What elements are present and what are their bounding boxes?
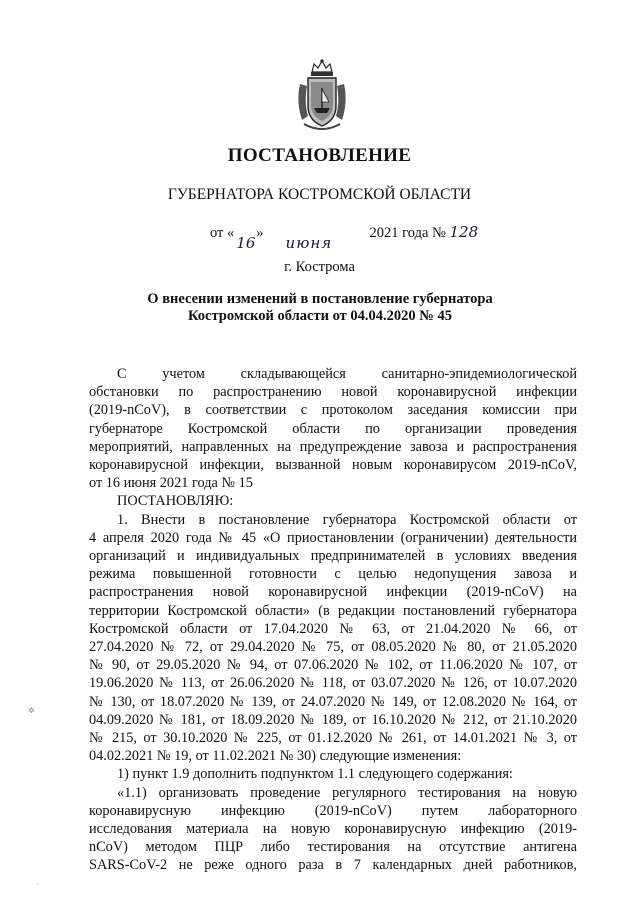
- item1-line: 1. Внести в постановление губернатора Костромской области от: [117, 511, 577, 528]
- preamble-line: обстановки по распространению новой коронавирусной инфекции: [89, 384, 577, 401]
- item1-line: 4 апреля 2020 года № 45 «О приостановлении (ограничении) деятельности: [89, 529, 577, 546]
- handwritten-month: июня: [285, 234, 333, 252]
- handwritten-day: 16: [236, 234, 256, 252]
- date-prefix: от «: [210, 225, 235, 241]
- item1-line: 04.09.2020 № 181, от 18.09.2020 № 189, от 16.10.2020 № 212, от 21.10.2020: [89, 711, 577, 728]
- subitem-line: 1) пункт 1.9 дополнить подпунктом 1.1 следующего содержания:: [117, 766, 513, 783]
- document-body: [89, 365, 577, 875]
- decree-word: ПОСТАНОВЛЯЮ:: [117, 493, 234, 510]
- quote-line: коронавирусную инфекцию (2019-nCoV) путем лабораторного: [89, 802, 577, 819]
- date-line: [210, 223, 479, 252]
- date-suffix: »: [256, 225, 264, 241]
- document-heading: [120, 291, 520, 325]
- item1-line: распространения новой коронавирусной инфекции (2019-nCoV) на: [89, 584, 577, 601]
- item1-line: 04.02.2021 № 19, от 11.02.2021 № 30) следующие изменения:: [89, 748, 462, 765]
- quote-line: исследования материала на новую коронавирусную инфекцию (2019-: [89, 821, 577, 838]
- preamble-line: (2019-nCoV), в соответствии с протоколом заседания комиссии при: [89, 402, 577, 419]
- preamble-line: губернаторе Костромской области по организации проведения: [89, 420, 577, 437]
- city-line: г. Кострома: [284, 259, 355, 275]
- preamble-line: от 16 июня 2021 года № 15: [89, 475, 253, 492]
- item1-line: организаций и индивидуальных предпринимателей в условиях введения: [89, 548, 577, 565]
- handwritten-number: 128: [449, 223, 479, 241]
- heading-line: Костромской области от 04.04.2020 № 45: [188, 308, 452, 324]
- document-title: ПОСТАНОВЛЕНИЕ: [227, 145, 412, 166]
- scan-speck: ·: [36, 880, 39, 889]
- coat-of-arms-icon: [294, 58, 350, 134]
- item1-line: 27.04.2020 № 72, от 29.04.2020 № 75, от 08.05.2020 № 80, от 21.05.2020: [89, 639, 577, 656]
- item1-line: № 130, от 18.07.2020 № 139, от 24.07.2020 № 149, от 12.08.2020 № 164, от: [89, 693, 577, 710]
- preamble-line: мероприятий, направленных на предупреждение завоза и распространения: [89, 438, 577, 455]
- quote-line: nCoV) методом ПЦР либо тестирования на отсутствие антигена: [89, 839, 577, 856]
- preamble-line: С учетом складывающейся санитарно-эпидемиологической: [117, 366, 577, 382]
- preamble-line: коронавирусной инфекции, вызванной новым коронавирусом 2019-nCoV,: [89, 457, 577, 474]
- item1-line: режима повышенной готовности с целью недопущения завоза и: [89, 566, 577, 583]
- heading-line: О внесении изменений в постановление губернатора: [147, 291, 493, 307]
- item1-line: № 90, от 29.05.2020 № 94, от 07.06.2020 № 102, от 11.06.2020 № 107, от: [89, 657, 577, 674]
- scan-speck: ✲: [28, 706, 35, 715]
- item1-line: Костромской области от 17.04.2020 № 63, от 21.04.2020 № 66, от: [89, 620, 577, 637]
- quote-line: «1.1) организовать проведение регулярного тестирования на новую: [117, 784, 577, 801]
- item1-line: 19.06.2020 № 113, от 26.06.2020 № 118, от 03.07.2020 № 126, от 10.07.2020: [89, 675, 577, 692]
- item1-line: территории Костромской области» (в редакции постановлений губернатора: [89, 602, 577, 619]
- document-subtitle: ГУБЕРНАТОРА КОСТРОМСКОЙ ОБЛАСТИ: [167, 186, 472, 203]
- quote-line: SARS-CoV-2 не реже одного раза в 7 календарных дней работников,: [89, 857, 577, 874]
- item1-line: № 215, от 30.10.2020 № 225, от 01.12.2020 № 261, от 14.01.2021 № 3, от: [89, 730, 577, 747]
- date-year: 2021 года №: [369, 225, 446, 241]
